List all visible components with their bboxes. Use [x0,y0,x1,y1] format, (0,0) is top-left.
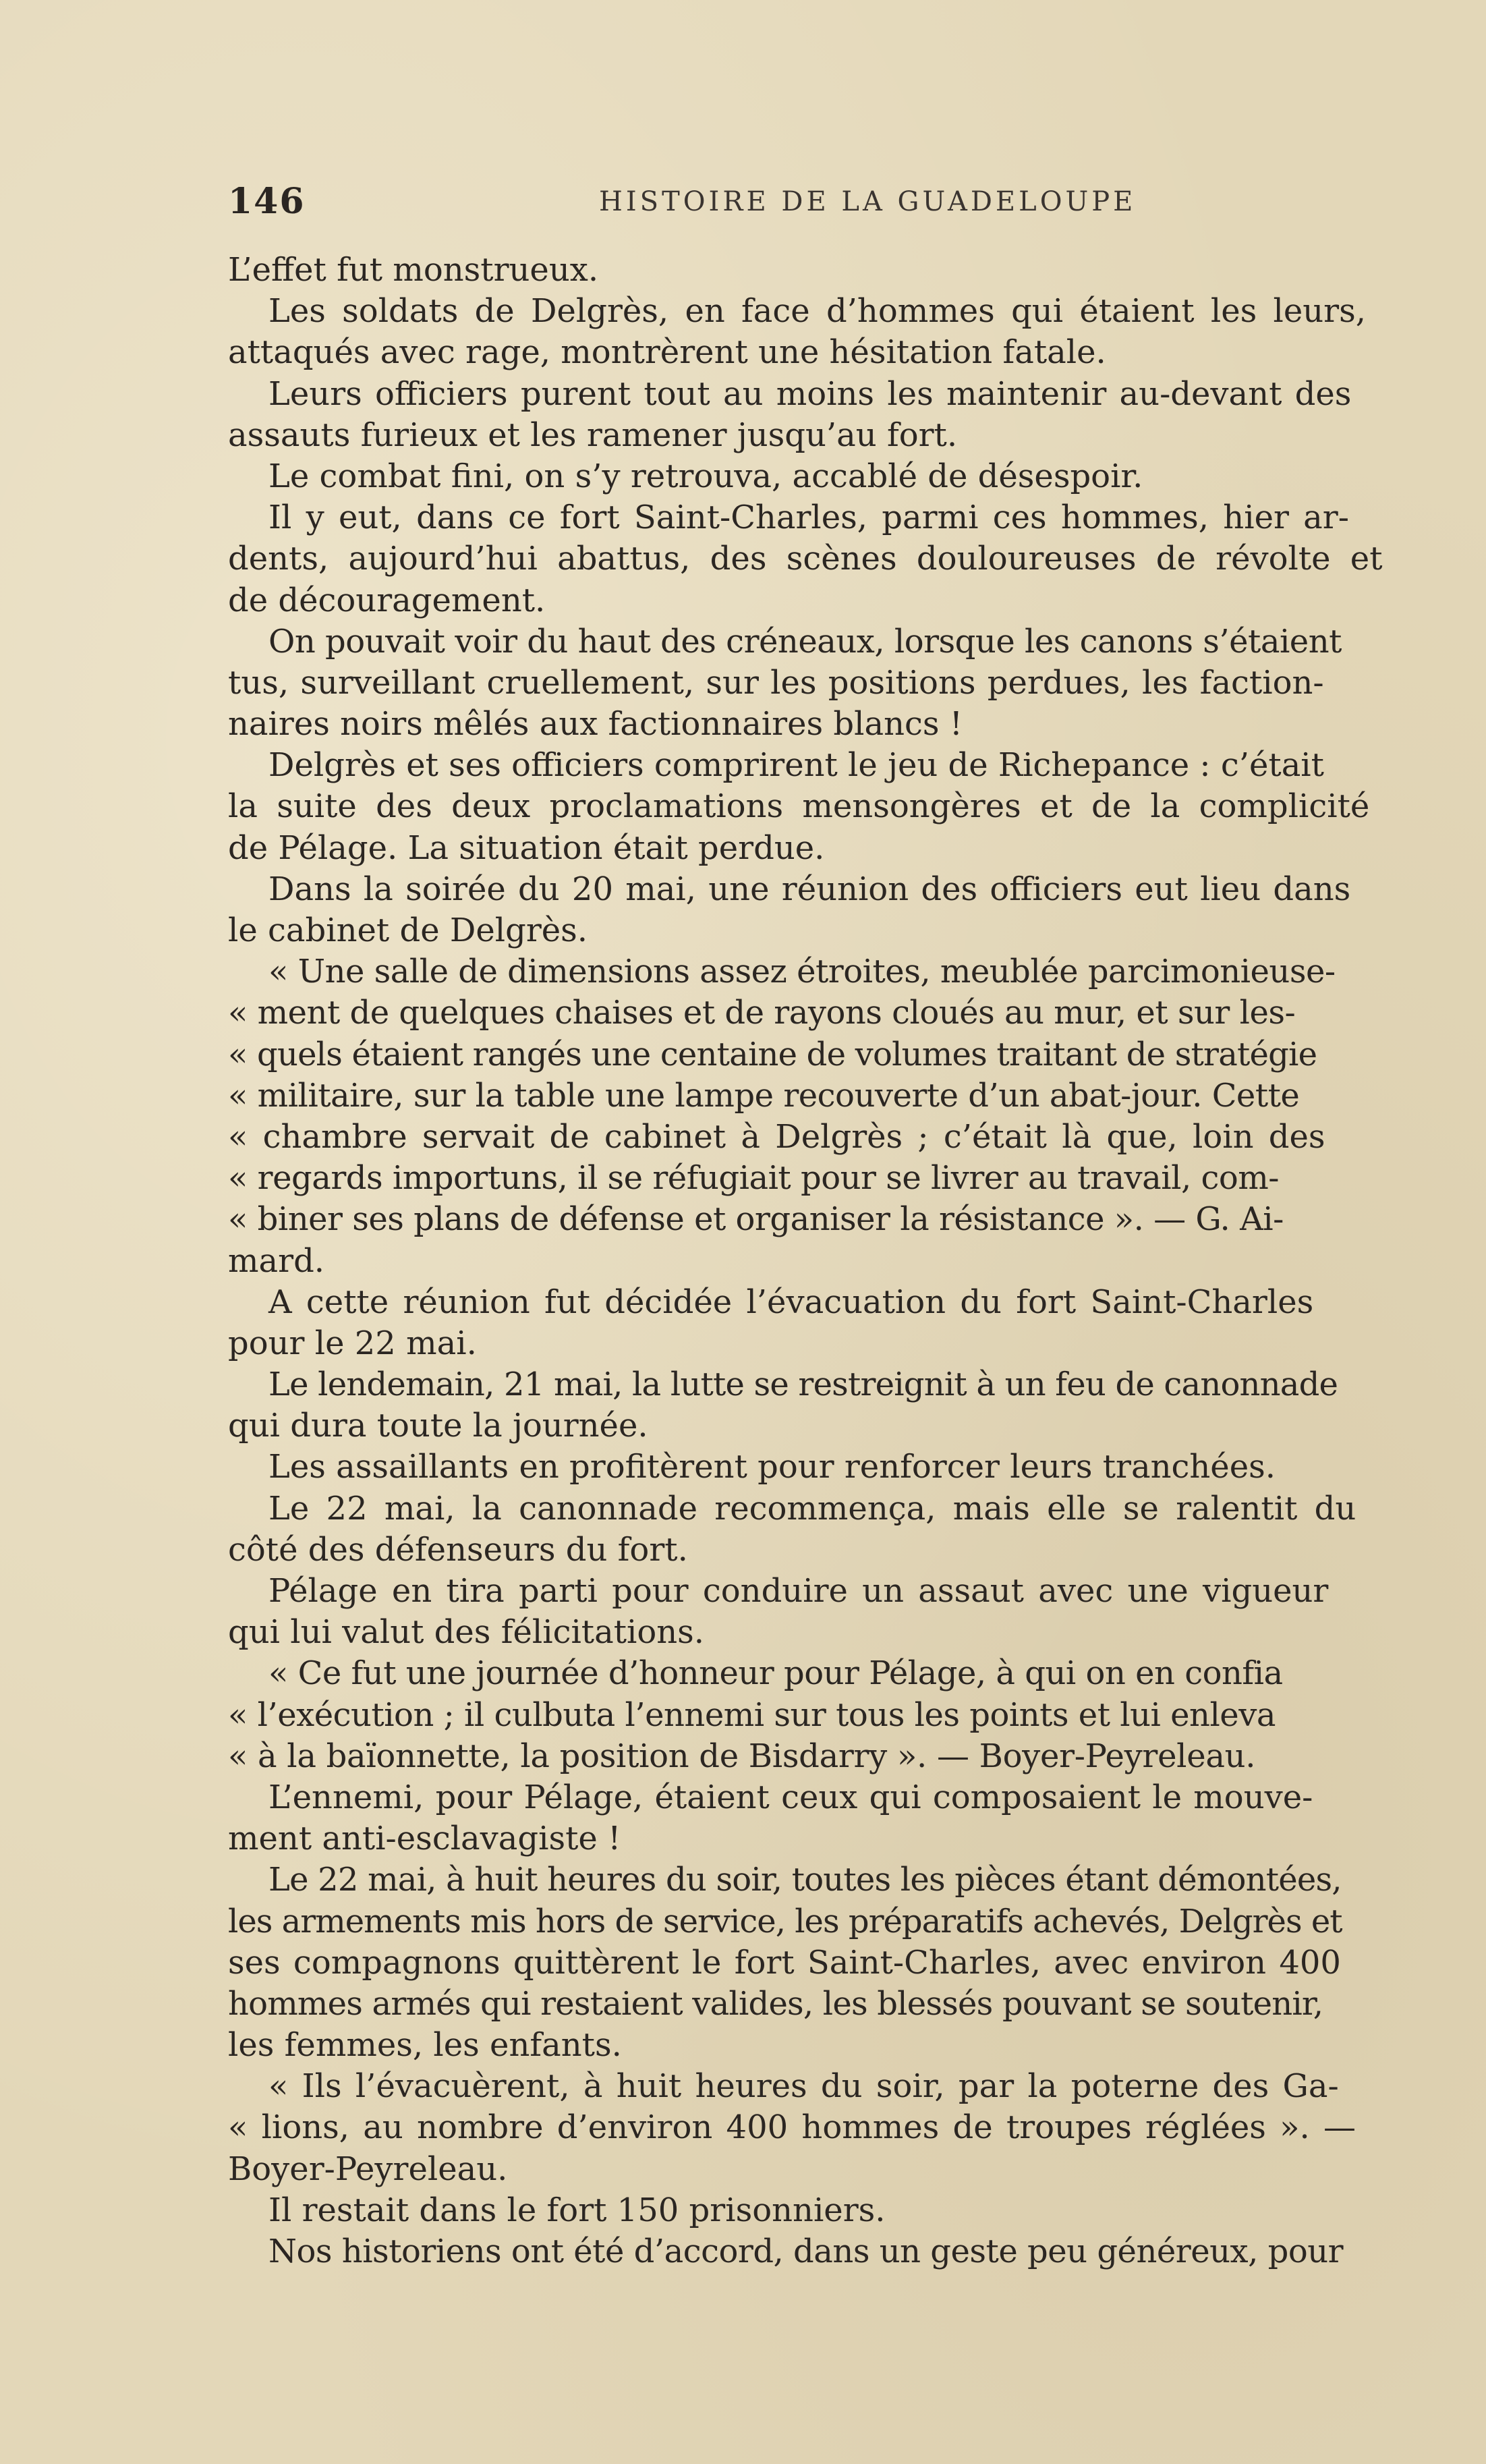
text-line: Delgrès et ses officiers comprirent le jeu de Richepance : c’était [268,746,1324,785]
text-line: Il restait dans le fort 150 prisonniers. [268,2191,886,2229]
text-line: Le 22 mai, à huit heures du soir, toutes les pièces étant démontées, [268,1861,1342,1899]
text-line: la suite des deux proclamations mensongères et de la complicité [228,787,1370,826]
text-line: « l’exécution ; il culbuta l’ennemi sur tous les points et lui enleva [228,1696,1276,1734]
text-line: Il y eut, dans ce fort Saint-Charles, parmi ces hommes, hier ar- [268,499,1349,537]
text-line: « militaire, sur la table une lampe recouverte d’un abat-jour. Cette [228,1076,1300,1115]
body-text [228,250,1430,2272]
text-line: « chambre servait de cabinet à Delgrès ; c’était là que, loin des [228,1117,1325,1156]
text-line: « lions, au nombre d’environ 400 hommes de troupes réglées ». — [228,2108,1356,2147]
text-line: Le combat fini, on s’y retrouva, accablé de désespoir. [268,457,1143,495]
text-line: assauts furieux et les ramener jusqu’au fort. [228,416,958,454]
text-line: « regards importuns, il se réfugiait pour se livrer au travail, com- [228,1159,1279,1198]
text-line: Le 22 mai, la canonnade recommença, mais elle se ralentit du [268,1489,1356,1528]
text-line: mard. [228,1241,325,1280]
text-line: Boyer-Peyreleau. [228,2150,508,2188]
text-line: naires noirs mêlés aux factionnaires blancs ! [228,705,963,744]
text-line: ses compagnons quittèrent le fort Saint-Charles, avec environ 400 [228,1943,1341,1982]
text-line: qui lui valut des félicitations. [228,1613,705,1652]
text-line: A cette réunion fut décidée l’évacuation du fort Saint-Charles [268,1283,1314,1321]
text-line: L’ennemi, pour Pélage, étaient ceux qui composaient le mouve- [268,1778,1313,1816]
text-line: « biner ses plans de défense et organiser la résistance ». — G. Ai- [228,1200,1284,1239]
text-line: « Une salle de dimensions assez étroites, meublée parcimonieuse- [268,953,1336,991]
text-line: de découragement. [228,581,546,619]
text-line: « ment de quelques chaises et de rayons cloués au mur, et sur les- [228,994,1296,1032]
text-line: attaqués avec rage, montrèrent une hésitation fatale. [228,333,1106,372]
text-line: Nos historiens ont été d’accord, dans un geste peu généreux, pour [268,2233,1344,2270]
text-line: côté des défenseurs du fort. [228,1530,688,1569]
text-line: Les assaillants en profitèrent pour renforcer leurs tranchées. [268,1448,1276,1486]
text-line: les femmes, les enfants. [228,2026,622,2065]
text-line: tus, surveillant cruellement, sur les positions perdues, les faction- [228,663,1324,702]
running-title: HISTOIRE DE LA GUADELOUPE [599,186,1137,217]
text-line: Les soldats de Delgrès, en face d’hommes qui étaient les leurs, [268,292,1367,331]
text-line: On pouvait voir du haut des créneaux, lorsque les canons s’étaient [268,622,1342,661]
text-line: dents, aujourd’hui abattus, des scènes douloureuses de révolte et [228,540,1383,578]
text-line: pour le 22 mai. [228,1324,477,1362]
text-line: de Pélage. La situation était perdue. [228,829,825,867]
text-line: le cabinet de Delgrès. [228,912,588,949]
page-number: 146 [228,181,306,222]
text-line: Dans la soirée du 20 mai, une réunion des officiers eut lieu dans [268,870,1351,908]
text-line: hommes armés qui restaient valides, les blessés pouvant se soutenir, [228,1984,1323,2023]
text-line: « Ils l’évacuèrent, à huit heures du soir, par la poterne des Ga- [268,2067,1339,2106]
text-line: qui dura toute la journée. [228,1407,648,1445]
text-line: « quels étaient rangés une centaine de volumes traitant de stratégie [228,1035,1317,1073]
text-line: ment anti-esclavagiste ! [228,1820,621,1858]
text-line: L’effet fut monstrueux. [228,251,599,289]
text-line: Leurs officiers purent tout au moins les maintenir au-devant des [268,374,1352,413]
text-line: « à la baïonnette, la position de Bisdarry ». — Boyer-Peyreleau. [228,1737,1256,1775]
running-head [228,181,1429,221]
text-line: « Ce fut une journée d’honneur pour Pélage, à qui on en confia [268,1654,1283,1693]
text-line: Le lendemain, 21 mai, la lutte se restreignit à un feu de canonnade [268,1366,1338,1404]
text-line: Pélage en tira parti pour conduire un assaut avec une vigueur [268,1572,1329,1610]
text-line: les armements mis hors de service, les préparatifs achevés, Delgrès et [228,1902,1342,1940]
